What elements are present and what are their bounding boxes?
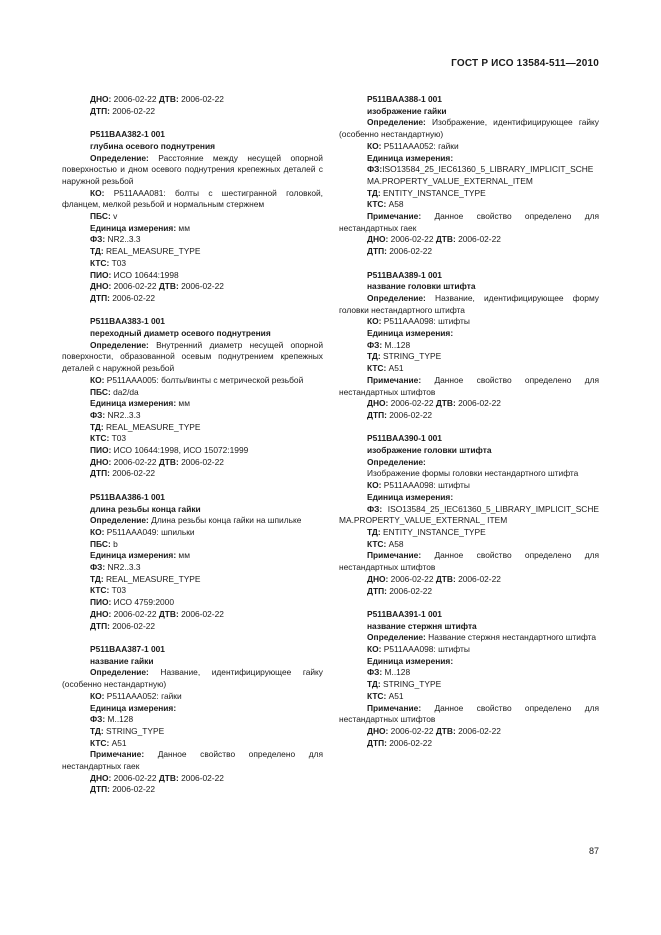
definition: Изображение формы головки нестандартного штифта (367, 468, 579, 479)
entry-390 (339, 433, 599, 597)
dtp-line: ДТП: 2006-02-22 (90, 292, 156, 303)
entry-name: переходный диаметр осевого поднутрения (90, 328, 271, 339)
dtp-line: ДТП: 2006-02-22 (367, 246, 433, 257)
entry-code: P511BAA382-1 001 (90, 129, 165, 140)
unit-line: Единица измерения: (367, 152, 454, 163)
dates-line: ДНО: 2006-02-22 ДТВ: 2006-02-22 (90, 281, 224, 292)
fz-line: ФЗ: M..128 (367, 339, 411, 350)
note-line: Примечание: Данное свойство определено для нестандартных штифтов (339, 374, 599, 397)
right-column (339, 94, 599, 749)
entry-name: название стержня штифта (367, 620, 477, 631)
unit-line: Единица измерения: (90, 702, 177, 713)
kts-line: КТС: A51 (367, 690, 404, 701)
definition: Определение: Изображение, идентифицирующее гайку (особенно нестандартную) (339, 117, 599, 140)
dates-line: ДНО: 2006-02-22 ДТВ: 2006-02-22 (367, 398, 501, 409)
unit-line: Единица измерения: (367, 655, 454, 666)
pio-line: ПИО: ИСО 10644:1998, ИСО 15072:1999 (90, 445, 249, 456)
td-line: ТД: STRING_TYPE (90, 725, 165, 736)
note-line: Примечание: Данное свойство определено для нестандартных гаек (339, 211, 599, 233)
definition: Определение: Внутренний диаметр несущей опорной поверхности, образованной осевым поднутрением крепежных деталей с наружной резьбой (62, 339, 323, 374)
pio-line: ПИО: ИСО 4759:2000 (90, 597, 174, 608)
entry-name: изображение головки штифта (367, 445, 492, 456)
entry-382 (62, 129, 323, 305)
dtp-line: ДТП: 2006-02-22 (367, 585, 433, 596)
entry-388 (339, 94, 599, 258)
entry-389 (339, 270, 599, 422)
ko-line: КО: P511AAA098: штифты (367, 316, 470, 327)
td-line: ТД: REAL_MEASURE_TYPE (90, 246, 201, 257)
definition: Определение: Длина резьбы конца гайки на шпильке (90, 515, 302, 526)
kts-line: КТС: A58 (367, 538, 404, 549)
fz-line: ФЗ: NR2..3.3 (90, 562, 141, 573)
entry-code: P511BAA383-1 001 (90, 316, 165, 327)
ko-line: КО: P511AAA005: болты/винты с метрической резьбой (90, 374, 304, 385)
td-line: ТД: ENTITY_INSTANCE_TYPE (367, 187, 486, 198)
entry-name: глубина осевого поднутрения (90, 140, 215, 151)
dtp-line: ДТП: 2006-02-22 (90, 620, 156, 631)
entry-name: длина резьбы конца гайки (90, 503, 201, 514)
fz-line: ФЗ: NR2..3.3 (90, 234, 141, 245)
pbs-line: ПБС: b (90, 538, 118, 549)
ko-line: КО: P511AAA098: штифты (367, 644, 470, 654)
fz-line: ФЗ:ISO13584_25_IEC61360_5_LIBRARY_IMPLICIT_SCHEMA.PROPERTY_VALUE_EXTERNAL_ITEM (367, 164, 594, 186)
dates-line: ДНО: 2006-02-22 ДТВ: 2006-02-22 (90, 608, 224, 619)
entry-name: название головки штифта (367, 281, 476, 292)
td-line: ТД: STRING_TYPE (367, 351, 442, 362)
note-line: Примечание: Данное свойство определено для нестандартных штифтов (339, 702, 599, 725)
entry-name: название гайки (90, 655, 154, 666)
entry-code: P511BAA388-1 001 (367, 94, 442, 104)
dates-line: ДНО: 2006-02-22 ДТВ: 2006-02-22 (90, 94, 224, 104)
unit-line: Единица измерения: (367, 491, 454, 502)
left-column (62, 94, 323, 796)
td-line: ТД: REAL_MEASURE_TYPE (90, 573, 201, 584)
entry-code: P511BAA390-1 001 (367, 433, 442, 444)
dates-line: ДНО: 2006-02-22 ДТВ: 2006-02-22 (367, 234, 501, 245)
entry-code: P511BAA389-1 001 (367, 269, 442, 280)
kts-line: КТС: T03 (90, 585, 127, 596)
fz-line: ФЗ: ISO13584_25_IEC61360_5_LIBRARY_IMPLICIT_SCHEMA.PROPERTY_VALUE_EXTERNAL_ ITEM (339, 503, 599, 526)
pbs-line: ПБС: da2/da (90, 386, 139, 397)
ko-line: КО: P511AAA081: болты с шестигранной головкой, фланцем, мелкой резьбой и нормальным стержнем (62, 187, 323, 210)
unit-line: Единица измерения: мм (90, 398, 190, 409)
unit-line: Единица измерения: мм (90, 550, 190, 561)
fz-line: ФЗ: M..128 (367, 667, 411, 678)
entry-code: P511BAA386-1 001 (90, 491, 165, 502)
ko-line: КО: P511AAA052: гайки (367, 140, 459, 151)
dtp-line: ДТП: 2006-02-22 (367, 737, 433, 748)
definition: Определение: Название стержня нестандартного штифта (367, 632, 597, 643)
ko-line: КО: P511AAA098: штифты (367, 480, 470, 491)
entry-code: P511BAA391-1 001 (367, 608, 442, 619)
unit-line: Единица измерения: мм (90, 222, 190, 233)
td-line: ТД: ENTITY_INSTANCE_TYPE (367, 526, 486, 537)
dates-line: ДНО: 2006-02-22 ДТВ: 2006-02-22 (367, 725, 501, 736)
entry-383 (62, 316, 323, 480)
dates-line: ДНО: 2006-02-22 ДТВ: 2006-02-22 (367, 573, 501, 584)
entry-386 (62, 492, 323, 632)
td-line: ТД: REAL_MEASURE_TYPE (90, 421, 201, 432)
definition: Определение: Название, идентифицирующее гайку (особенно нестандартную) (62, 667, 323, 690)
dates-line: ДНО: 2006-02-22 ДТВ: 2006-02-22 (90, 456, 224, 467)
definition-label: Определение: (367, 456, 426, 467)
note-line: Примечание: Данное свойство определено для нестандартных гаек (62, 749, 323, 772)
definition: Определение: Расстояние между несущей опорной поверхностью и дном осевого поднутрения крепежных деталей с наружной резьбой (62, 152, 323, 186)
td-line: ТД: STRING_TYPE (367, 679, 442, 690)
page-number: 87 (588, 846, 599, 856)
dtp-line: ДТП: 2006-02-22 (90, 468, 156, 479)
definition: Определение: Название, идентифицирующее форму головки нестандартного штифта (339, 292, 599, 315)
kts-line: КТС: T03 (90, 257, 127, 268)
note-line: Примечание: Данное свойство определено для нестандартных штифтов (339, 550, 599, 573)
pbs-line: ПБС: v (90, 211, 118, 222)
kts-line: КТС: A51 (90, 737, 127, 748)
entry-391 (339, 609, 599, 749)
fz-line: ФЗ: M..128 (90, 714, 134, 725)
dates-line: ДНО: 2006-02-22 ДТВ: 2006-02-22 (90, 772, 224, 783)
entry-name: изображение гайки (367, 105, 447, 116)
dtp-line: ДТП: 2006-02-22 (90, 105, 156, 116)
unit-line: Единица измерения: (367, 328, 454, 339)
fz-line: ФЗ: NR2..3.3 (90, 409, 141, 420)
ko-line: КО: P511AAA052: гайки (90, 690, 182, 701)
entry-code: P511BAA387-1 001 (90, 643, 165, 654)
dtp-line: ДТП: 2006-02-22 (90, 784, 156, 795)
ko-line: КО: P511AAA049: шпильки (90, 526, 195, 537)
document-header: ГОСТ Р ИСО 13584-511—2010 (451, 58, 599, 69)
dtp-line: ДТП: 2006-02-22 (367, 409, 433, 420)
kts-line: КТС: T03 (90, 433, 127, 444)
kts-line: КТС: A58 (367, 199, 404, 210)
entry-387 (62, 644, 323, 796)
pio-line: ПИО: ИСО 10644:1998 (90, 269, 179, 280)
kts-line: КТС: A51 (367, 363, 404, 374)
